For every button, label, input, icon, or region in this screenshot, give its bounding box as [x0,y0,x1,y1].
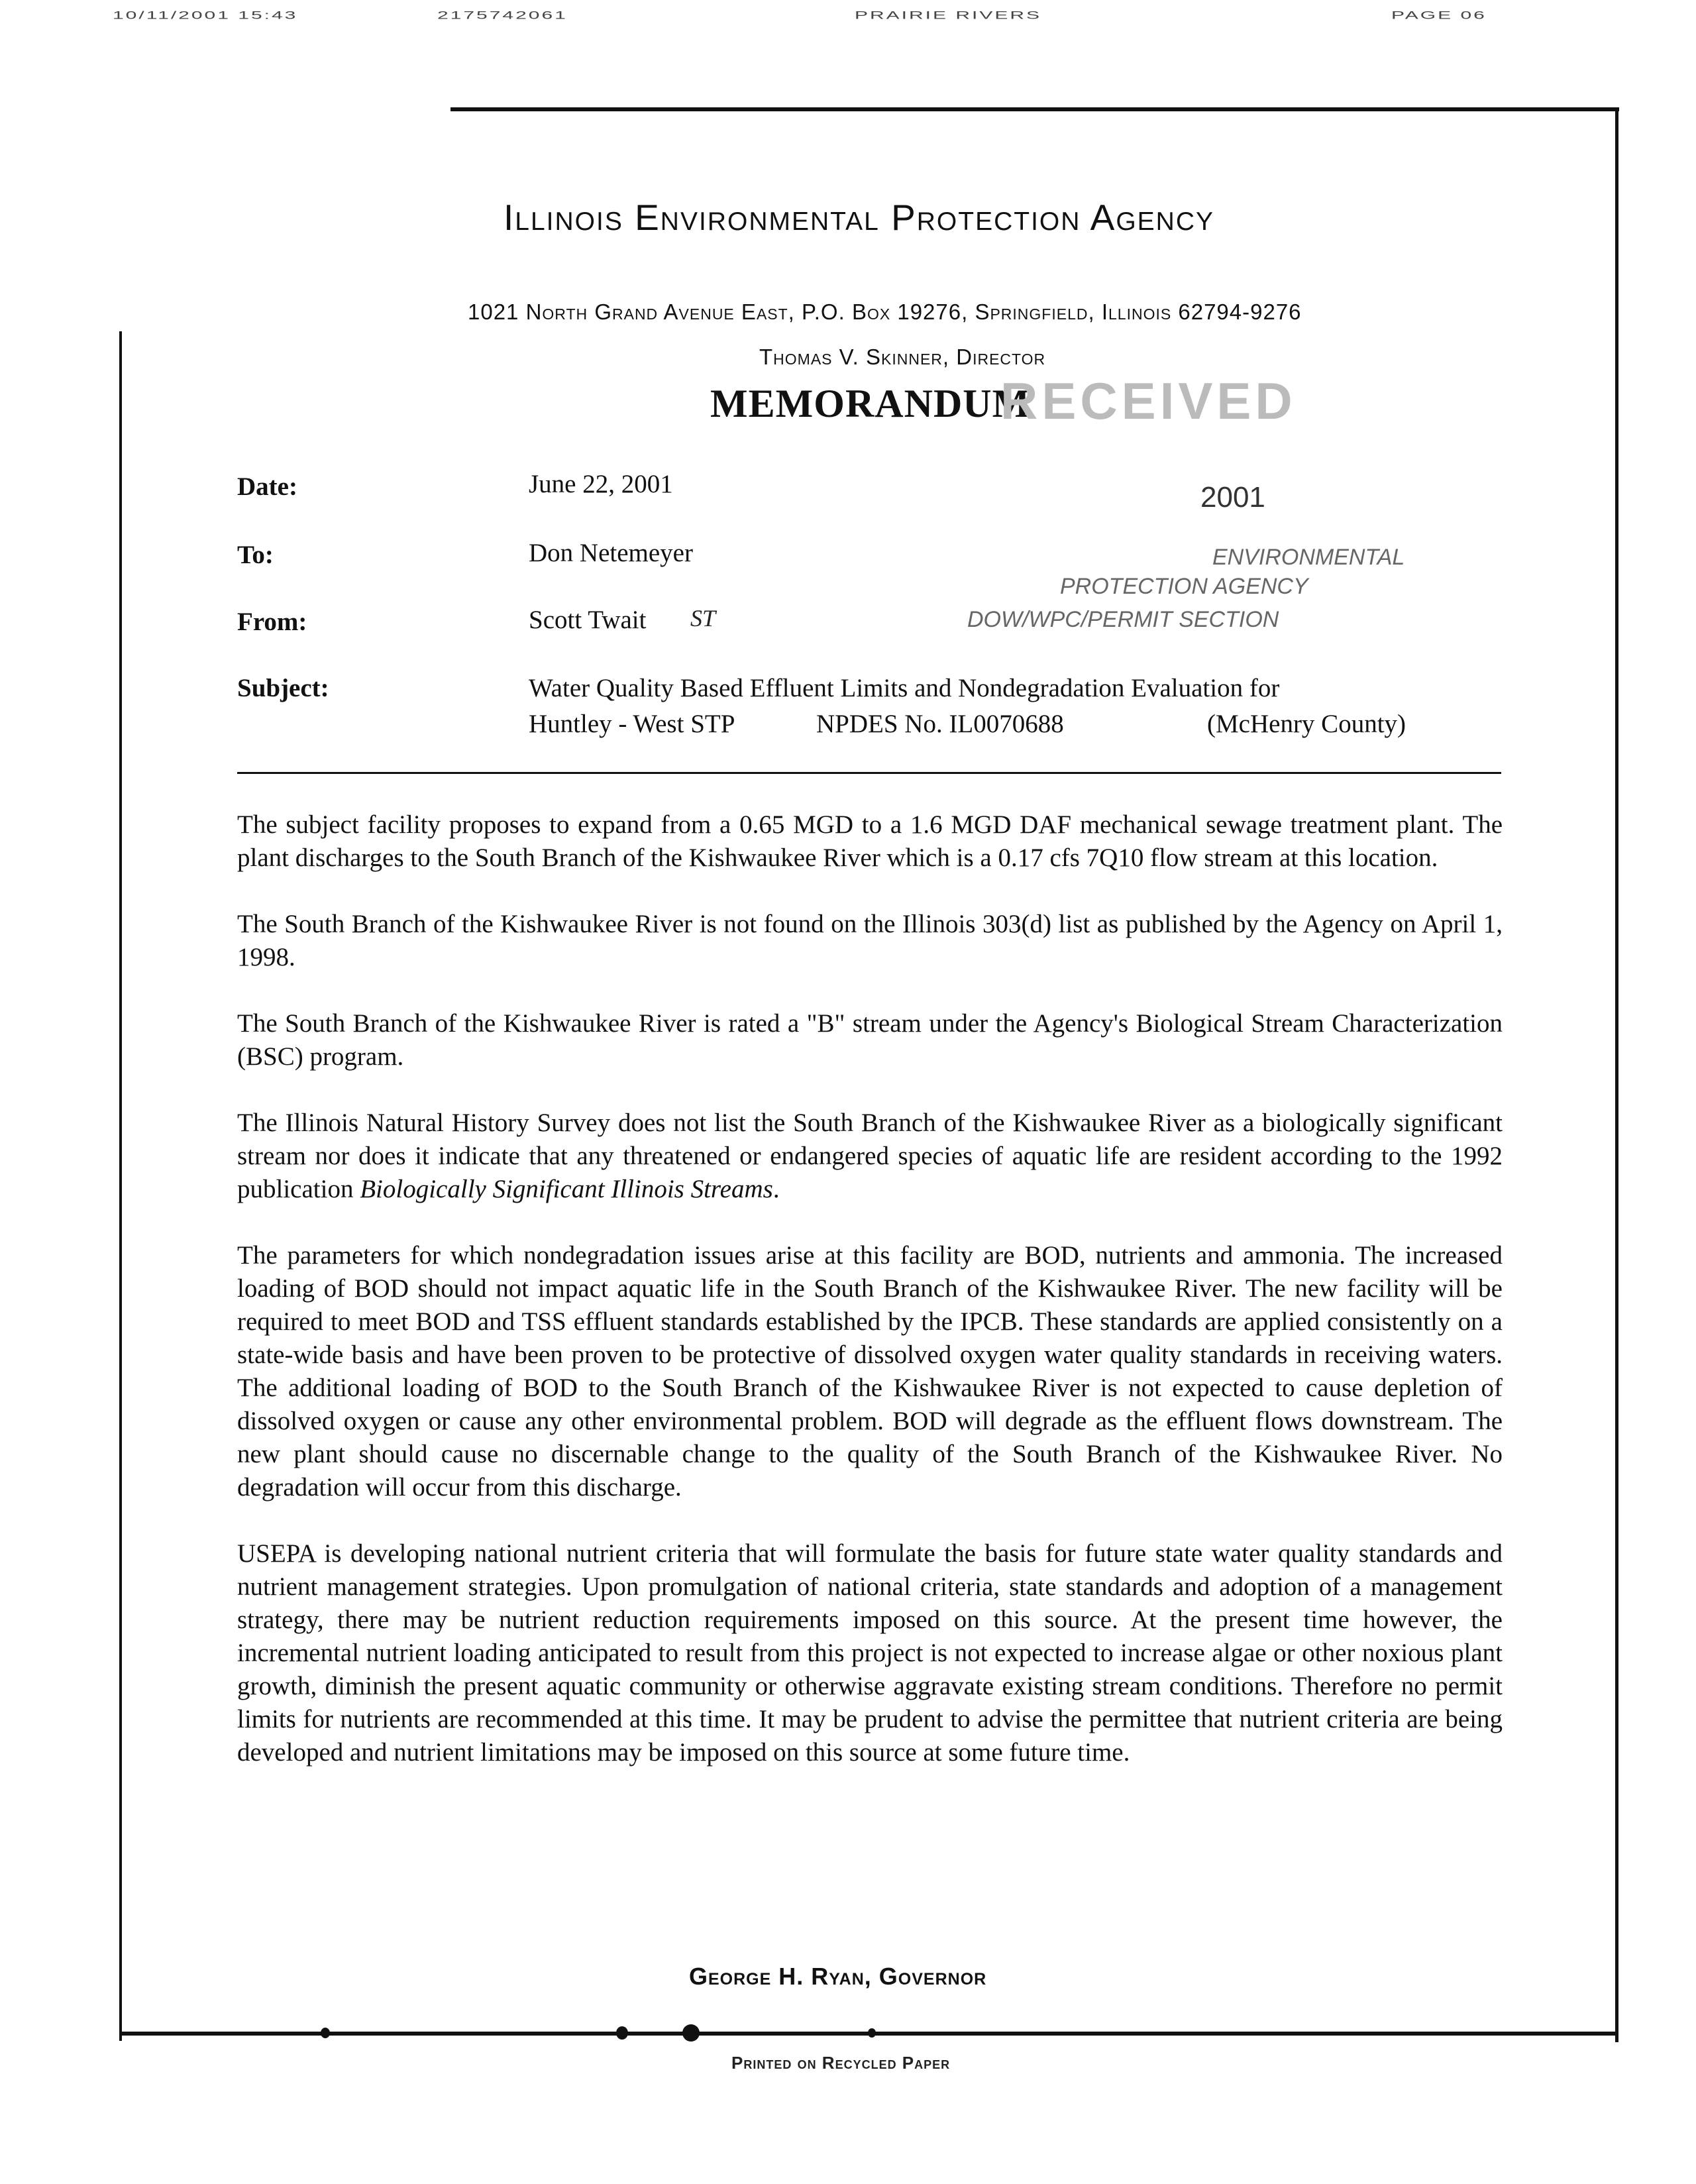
frame-dot [321,2028,330,2038]
header-divider [237,772,1501,774]
memo-body [237,808,1503,1802]
agency-address: 1021 North Grand Avenue East, P.O. Box 19276, Springfield, Illinois 62794-9276 [468,300,1302,324]
received-stamp-line: ENVIRONMENTAL [1212,545,1405,570]
subject-line: Water Quality Based Effluent Limits and Nondegradation Evaluation for [529,674,1280,702]
received-stamp-year: 2001 [1200,481,1265,514]
from-label: From: [237,608,307,636]
received-stamp-line: DOW/WPC/PERMIT SECTION [967,607,1279,632]
recycled-paper-note: Printed on Recycled Paper [731,2053,951,2073]
fax-sender: PRAIRIE RIVERS [855,9,1042,22]
date-label: Date: [237,472,297,501]
paragraph [237,1107,1503,1206]
fax-header [0,0,1696,27]
subject-npdes: NPDES No. IL0070688 [816,710,1064,738]
fax-timestamp: 10/11/2001 15:43 [113,9,298,22]
paragraph-text: The Illinois Natural History Survey does not list the South Branch of the Kishwaukee River as a biologically significant stream nor does it indicate that any threatened or endangered species of aquatic life are resident according to the 1992 publication [237,1109,1503,1203]
received-stamp-line: PROTECTION AGENCY [1060,574,1308,599]
from-value: Scott Twait [529,606,647,634]
fax-page: PAGE 06 [1391,9,1487,22]
paragraph: The South Branch of the Kishwaukee River is rated a "B" stream under the Agency's Biological Stream Characterization (BSC) program. [237,1009,1503,1071]
from-initials-signature: ST [690,605,716,631]
governor-footer: George H. Ryan, Governor [689,1963,987,1990]
subject-facility: Huntley - West STP [529,710,735,738]
frame-left-border [119,331,122,2041]
publication-title: Biologically Significant Illinois Streams [360,1175,773,1203]
paragraph: The subject facility proposes to expand from a 0.65 MGD to a 1.6 MGD DAF mechanical sewage treatment plant. The plant discharges to the South Branch of the Kishwaukee River which is a 0.17 cfs 7Q10 flow stream at this location. [237,810,1503,872]
received-stamp: RECEIVED [1000,372,1297,430]
to-label: To: [237,541,274,569]
paragraph: The South Branch of the Kishwaukee River is not found on the Illinois 303(d) list as published by the Agency on April 1, 1998. [237,910,1503,971]
fax-phone: 2175742061 [437,9,568,22]
frame-top-border [450,107,1619,111]
subject-county: (McHenry County) [1207,710,1406,738]
to-value: Don Netemeyer [529,539,693,567]
agency-director: Thomas V. Skinner, Director [759,345,1046,369]
frame-right-border [1615,107,1618,2042]
frame-dot [682,2024,700,2042]
date-value: June 22, 2001 [529,470,673,498]
frame-dot [868,2028,876,2038]
paragraph: The parameters for which nondegradation issues arise at this facility are BOD, nutrients and ammonia. The increased loading of BOD should not impact aquatic life in the South Branch of the Kishwaukee River. The new facility will be required to meet BOD and TSS effluent standards established by the IPCB. These standards are applied consistently on a state-wide basis and have been proven to be protective of dissolved oxygen water quality standards in receiving waters. The additional loading of BOD to the South Branch of the Kishwaukee River is not expected to cause depletion of dissolved oxygen or cause any other environmental problem. BOD will degrade as the effluent flows downstream. The new plant should cause no discernable change to the quality of the South Branch of the Kishwaukee River. No degradation will occur from this discharge. [237,1241,1503,1502]
paragraph: USEPA is developing national nutrient criteria that will formulate the basis for future state water quality standards and nutrient management strategies. Upon promulgation of national criteria, state standards and adoption of a management strategy, there may be nutrient reduction requirements imposed on this source. At the present time however, the incremental nutrient loading anticipated to result from this project is not expected to increase algae or other noxious plant growth, diminish the present aquatic community or otherwise aggravate existing stream conditions. Therefore no permit limits for nutrients are recommended at this time. It may be prudent to advise the permittee that nutrient criteria are being developed and nutrient limitations may be imposed on this source at some future time. [237,1539,1503,1767]
memo-title: MEMORANDUM [710,382,1031,425]
frame-dot [616,2026,628,2040]
subject-label: Subject: [237,674,329,702]
agency-name: Illinois Environmental Protection Agency [504,197,1215,238]
paragraph-end: . [772,1175,780,1203]
